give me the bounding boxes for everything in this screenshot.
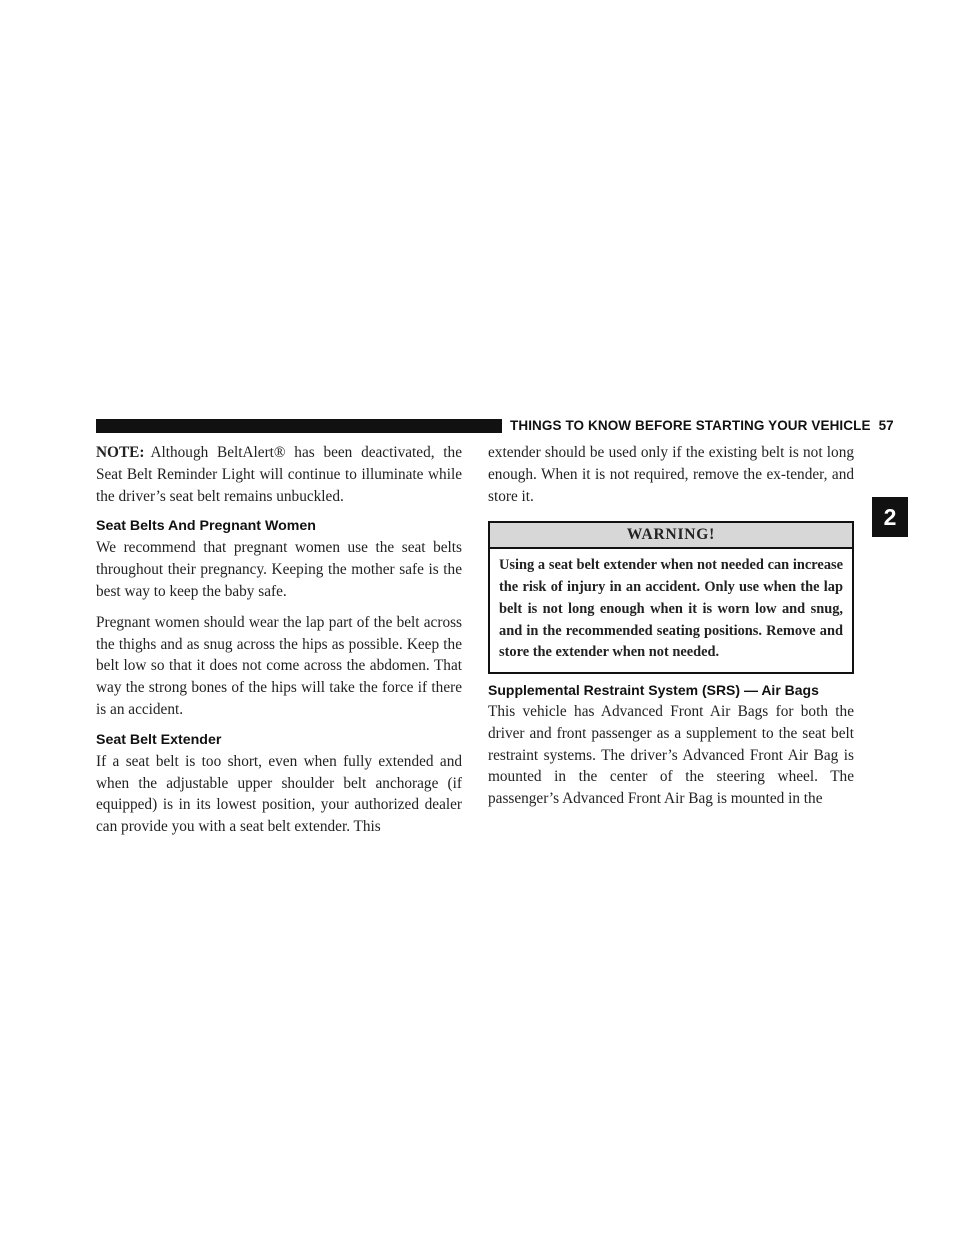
warning-text: Using a seat belt extender when not needed can increase the risk of injury in an accident. Only use when the lap belt is not long enough when it is worn low and snug, and in the recommended seating positions. Remove and store the extender when not needed. bbox=[499, 557, 843, 661]
note-text: Although BeltAlert® has been deactivated, the Seat Belt Reminder Light will continue to illuminate while the driver’s seat belt remains unbuckled. bbox=[96, 444, 462, 505]
pregnant-women-heading: Seat Belts And Pregnant Women bbox=[96, 518, 316, 535]
note-label: NOTE: bbox=[96, 444, 145, 461]
warning-box bbox=[488, 521, 854, 674]
seat-belt-extender-heading: Seat Belt Extender bbox=[96, 731, 222, 748]
warning-title: WARNING! bbox=[490, 523, 852, 549]
running-header bbox=[502, 414, 894, 438]
section-title: THINGS TO KNOW BEFORE STARTING YOUR VEHICLE bbox=[510, 418, 871, 433]
note-paragraph bbox=[96, 442, 462, 507]
srs-paragraph-1: This vehicle has Advanced Front Air Bags for both the driver and front passenger as a supplement to the seat belt restraint systems. The driver’s Advanced Front Air Bag is mounted in the center of the steering wheel. The passenger’s Advanced Front Air Bag is mounted in the bbox=[488, 702, 854, 808]
chapter-tab: 2 bbox=[872, 497, 908, 537]
srs-air-bags-heading: Supplemental Restraint System (SRS) — Air Bags bbox=[488, 681, 819, 698]
left-column bbox=[96, 442, 462, 847]
extender-paragraph-continued: extender should be used only if the existing belt is not long enough. When it is not required, remove the ex-tender, and store it. bbox=[488, 444, 854, 505]
right-column bbox=[488, 442, 854, 819]
pregnant-paragraph-2: Pregnant women should wear the lap part of the belt across the thighs and as snug across the hips as possible. Keep the belt low so that it does not come across the abdomen. That way the strong bones of the hips will take the force if there is an accident. bbox=[96, 613, 462, 718]
pregnant-paragraph-1: We recommend that pregnant women use the seat belts throughout their pregnancy. Keeping the mother safe is the best way to keep the baby safe. bbox=[96, 539, 462, 600]
extender-paragraph-1: If a seat belt is too short, even when fully extended and when the adjustable upper shoulder belt anchorage (if equipped) is in its lowest position, your authorized dealer can provide you with a seat belt extender. This bbox=[96, 752, 462, 836]
page-number: 57 bbox=[878, 418, 894, 433]
